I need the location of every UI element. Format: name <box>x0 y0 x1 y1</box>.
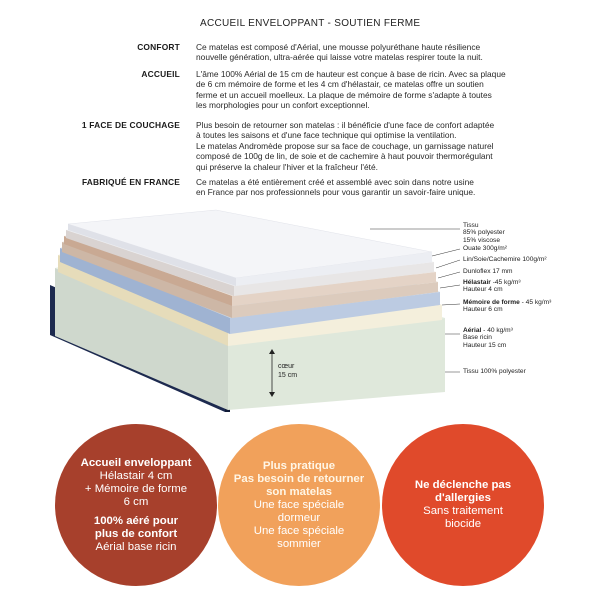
text-line: Le matelas Andromède propose sur sa face de couchage, un garnissage naturel <box>196 140 494 151</box>
feature-circle-accueil <box>55 424 217 586</box>
layer-spec: - 45 kg/m³ <box>519 299 552 306</box>
section-label: FABRIQUÉ EN FRANCE <box>81 177 180 187</box>
circle-heading: d'allergies <box>435 492 491 504</box>
circle-heading: Pas besoin de retourner <box>233 472 365 485</box>
mattress-diagram <box>0 208 600 420</box>
leader-line <box>438 272 460 278</box>
text-line: les morphologies pour un confort exceptionnel. <box>196 100 370 111</box>
label-dunloflex: Dunloflex 17 mm <box>463 268 513 275</box>
circle-heading: son matelas <box>266 485 332 498</box>
leader-line <box>436 260 460 268</box>
text-line: à toutes les saisons et d'une face technique qui optimise la ventilation. <box>196 130 457 141</box>
circle-text: biocide <box>444 518 482 530</box>
text-line: Ce matelas a été entièrement créé et assemblé avec soin dans notre usine <box>196 177 474 187</box>
core-height: 15 cm <box>278 372 298 379</box>
label-helastair <box>463 279 521 294</box>
label-tissu-bas: Tissu 100% polyester <box>463 368 526 375</box>
text-line: de 6 cm mémoire de forme et les 4 cm d'hélastair, ce matelas offre un soutien <box>196 79 484 90</box>
layer-name: Hélastair <box>463 279 491 286</box>
label-ouate: Ouate 300g/m² <box>463 245 507 252</box>
leader-line <box>432 249 460 256</box>
circle-text: 6 cm <box>123 495 149 508</box>
text-line: en France par nos professionnels pour vous garantir un savoir-faire unique. <box>196 187 476 198</box>
text-line: Ce matelas est composé d'Aérial, une mousse polyuréthane haute résilience <box>196 42 481 52</box>
text-line: composé de 100g de lin, de soie et de cachemire à haut pouvoir thermorégulant <box>196 151 493 162</box>
section-text <box>196 120 536 172</box>
text-line: qui préserve la chaleur l'hiver et la fraîcheur l'été. <box>196 161 378 172</box>
section-label: CONFORT <box>137 42 180 52</box>
label-aerial <box>463 327 513 349</box>
text-line: nouvelle génération, ultra-aérée qui laisse votre matelas respirer toute la nuit. <box>196 52 483 63</box>
layer-name: Mémoire de forme <box>463 299 520 306</box>
text-line: L'âme 100% Aérial de 15 cm de hauteur est conçue à base de ricin. Avec sa plaque <box>196 69 506 79</box>
text-line: ferme et un accueil moelleux. La plaque de mémoire de forme s'adapte à toutes <box>196 89 492 100</box>
label-lin: Lin/Soie/Cachemire 100g/m² <box>463 256 547 263</box>
layer-detail: 85% polyester <box>463 229 505 237</box>
layer-height: Hauteur 15 cm <box>463 341 507 349</box>
circle-text: dormeur <box>277 511 321 524</box>
layer-height: Hauteur 4 cm <box>463 286 503 294</box>
leader-line <box>440 285 460 288</box>
layer-base: Base ricin <box>463 334 492 342</box>
circle-heading: 100% aéré pour <box>93 514 179 527</box>
feature-circle-allergies <box>382 424 544 586</box>
leader-line <box>442 304 460 305</box>
page-title: ACCUEIL ENVELOPPANT - SOUTIEN FERME <box>200 18 421 29</box>
circle-text: sommier <box>277 537 321 550</box>
circle-text: + Mémoire de forme <box>84 482 188 495</box>
circle-text: Une face spéciale <box>253 524 345 537</box>
label-memoire <box>463 299 551 314</box>
section-label: 1 FACE DE COUCHAGE <box>81 120 180 130</box>
layer-height: Hauteur 6 cm <box>463 306 503 314</box>
circle-text: Aérial base ricin <box>95 540 177 553</box>
text-line: Plus besoin de retourner son matelas : il bénéficie d'une face de confort adaptée <box>196 120 495 130</box>
circle-heading: Ne déclenche pas <box>414 479 512 491</box>
circle-heading: Plus pratique <box>262 459 336 472</box>
section-text <box>196 69 536 111</box>
layer-name: Aérial <box>463 327 482 334</box>
layer-spec: -45 kg/m³ <box>490 279 521 286</box>
circle-heading: Accueil enveloppant <box>80 456 192 469</box>
core-label: cœur <box>278 363 295 370</box>
section-text <box>196 42 536 63</box>
layer-spec: - 40 kg/m³ <box>481 327 513 334</box>
layer-name: Tissu <box>463 222 479 229</box>
circle-text: Hélastair 4 cm <box>99 469 173 482</box>
circle-text: Sans traitement <box>423 505 503 517</box>
section-text <box>196 177 536 198</box>
section-label: ACCUEIL <box>141 69 180 79</box>
feature-circle-pratique <box>218 424 380 586</box>
layer-detail: 15% viscose <box>463 236 501 244</box>
circle-text: Une face spéciale <box>253 498 345 511</box>
circle-heading: plus de confort <box>94 527 178 540</box>
label-tissu <box>463 222 505 244</box>
